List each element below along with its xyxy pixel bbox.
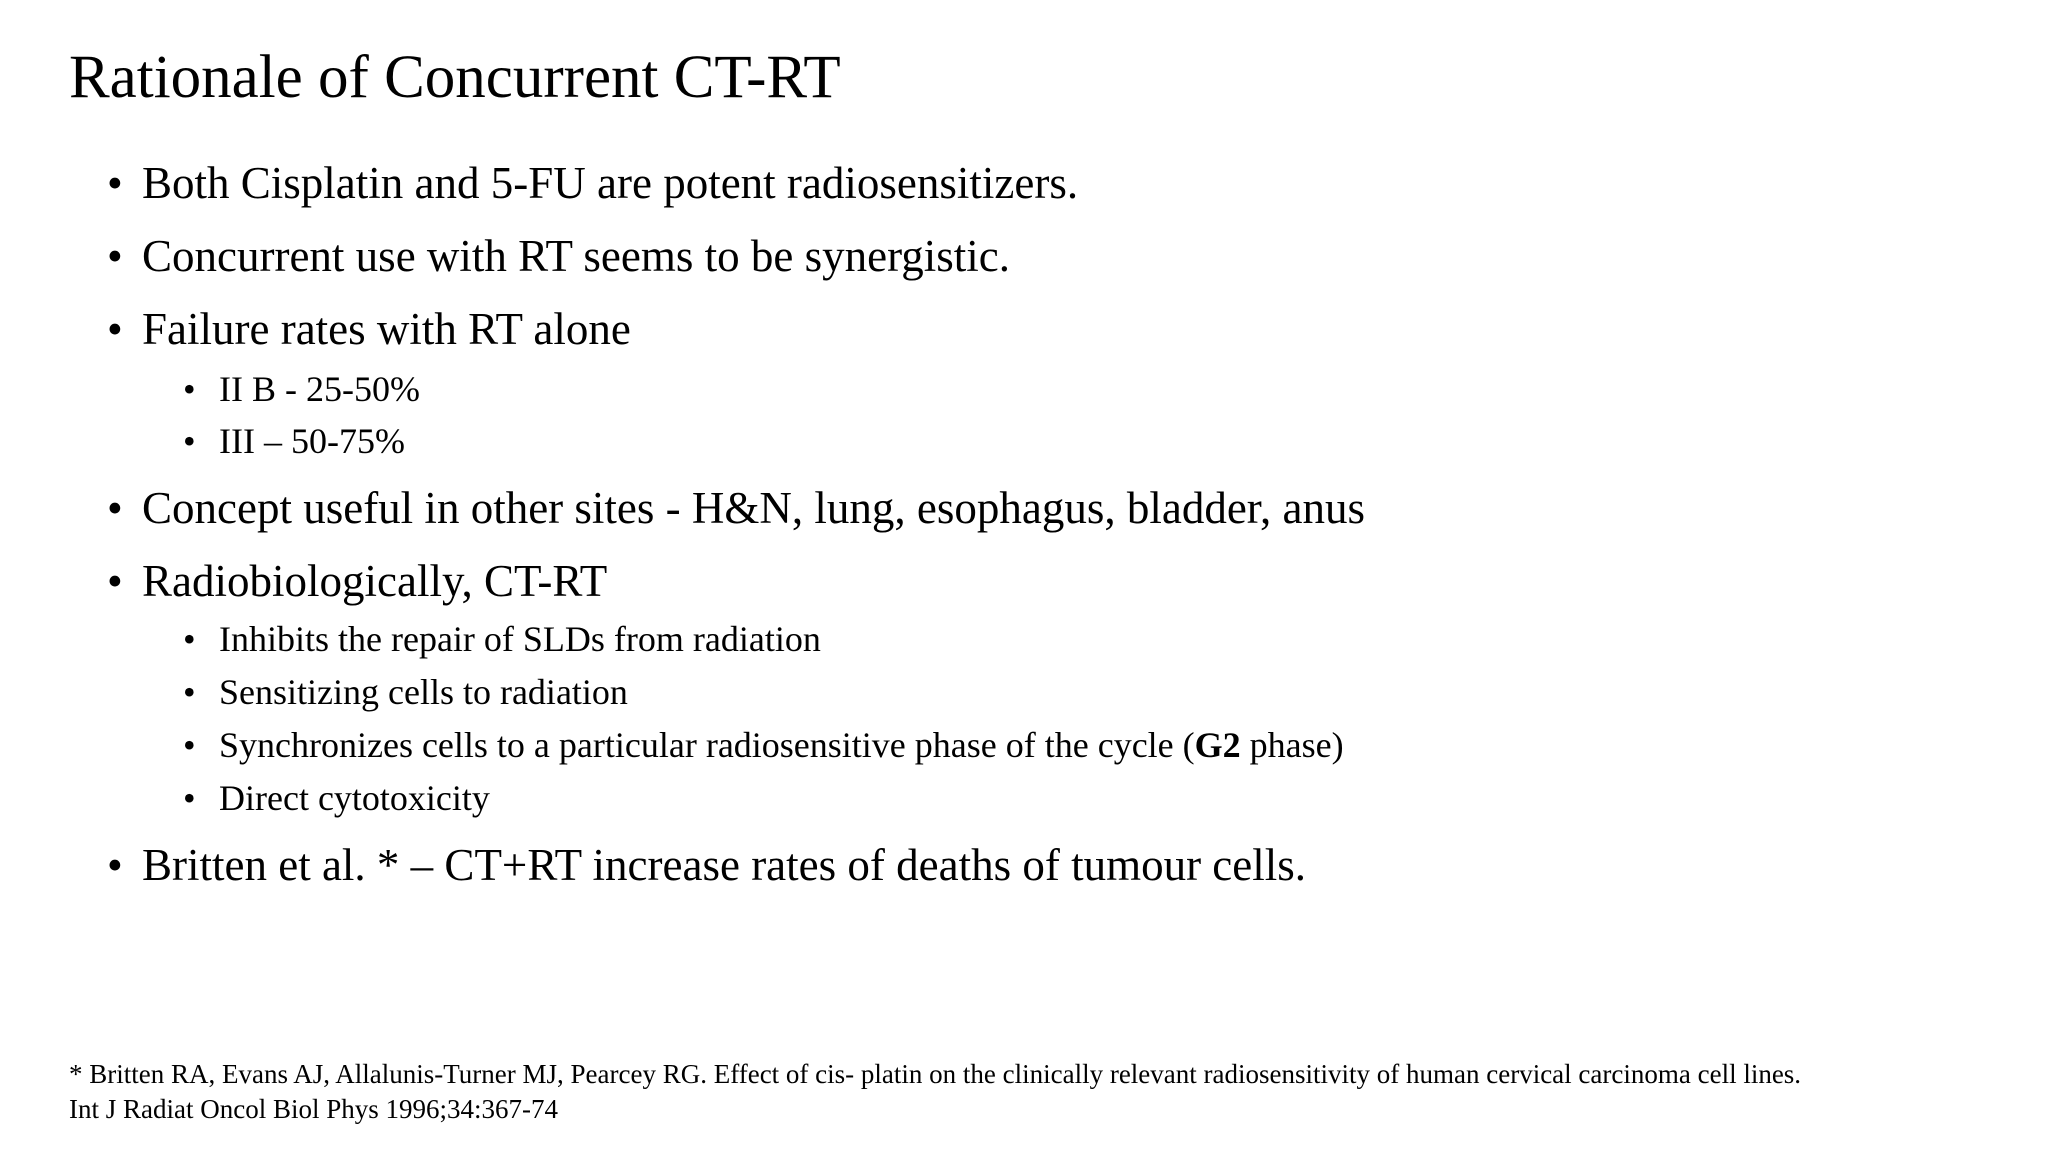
bullet-dot-icon: • xyxy=(183,369,196,409)
bullet-dot-icon: • xyxy=(183,725,196,765)
bullet-dot-icon: • xyxy=(107,840,123,890)
bullet-text-part: Synchronizes cells to a particular radiosensitive phase of the cycle ( xyxy=(219,725,1195,765)
bullet-dot-icon: • xyxy=(183,421,196,461)
bullet-dot-icon: • xyxy=(107,483,123,533)
bullet-dot-icon: • xyxy=(183,619,196,659)
bullet-dot-icon: • xyxy=(183,778,196,818)
bullet-dot-icon: • xyxy=(107,556,123,606)
bullet-dot-icon: • xyxy=(107,158,123,208)
footnote-line-2: Int J Radiat Oncol Biol Phys 1996;34:367-74 xyxy=(69,1094,558,1124)
bullet-dot-icon: • xyxy=(183,672,196,712)
bullet-text: II B - 25-50% xyxy=(219,369,420,409)
bullet-text: Concurrent use with RT seems to be synergistic. xyxy=(142,231,1011,281)
bullet-text: Direct cytotoxicity xyxy=(219,778,490,818)
bullet-text: Inhibits the repair of SLDs from radiation xyxy=(219,619,821,659)
bullet-text-bold: G2 xyxy=(1194,725,1241,765)
bullet-text: Radiobiologically, CT-RT xyxy=(142,556,608,606)
bullet-text: Sensitizing cells to radiation xyxy=(219,672,628,712)
bullet-text xyxy=(219,723,1344,767)
bullet-text: Britten et al. * – CT+RT increase rates of deaths of tumour cells. xyxy=(142,840,1307,890)
bullet-text: III – 50-75% xyxy=(219,421,405,461)
bullet-text: Both Cisplatin and 5-FU are potent radiosensitizers. xyxy=(142,158,1079,208)
bullet-text: Concept useful in other sites - H&N, lung, esophagus, bladder, anus xyxy=(142,483,1365,533)
slide-title: Rationale of Concurrent CT-RT xyxy=(69,44,841,111)
bullet-text: Failure rates with RT alone xyxy=(142,304,631,354)
bullet-dot-icon: • xyxy=(107,304,123,354)
bullet-dot-icon: • xyxy=(107,231,123,281)
footnote-line-1: * Britten RA, Evans AJ, Allalunis-Turner MJ, Pearcey RG. Effect of cis- platin on the clinically relevant radiosensitivity of human cervical carcinoma cell lines. xyxy=(69,1059,1802,1089)
bullet-text-part: phase) xyxy=(1240,725,1344,765)
